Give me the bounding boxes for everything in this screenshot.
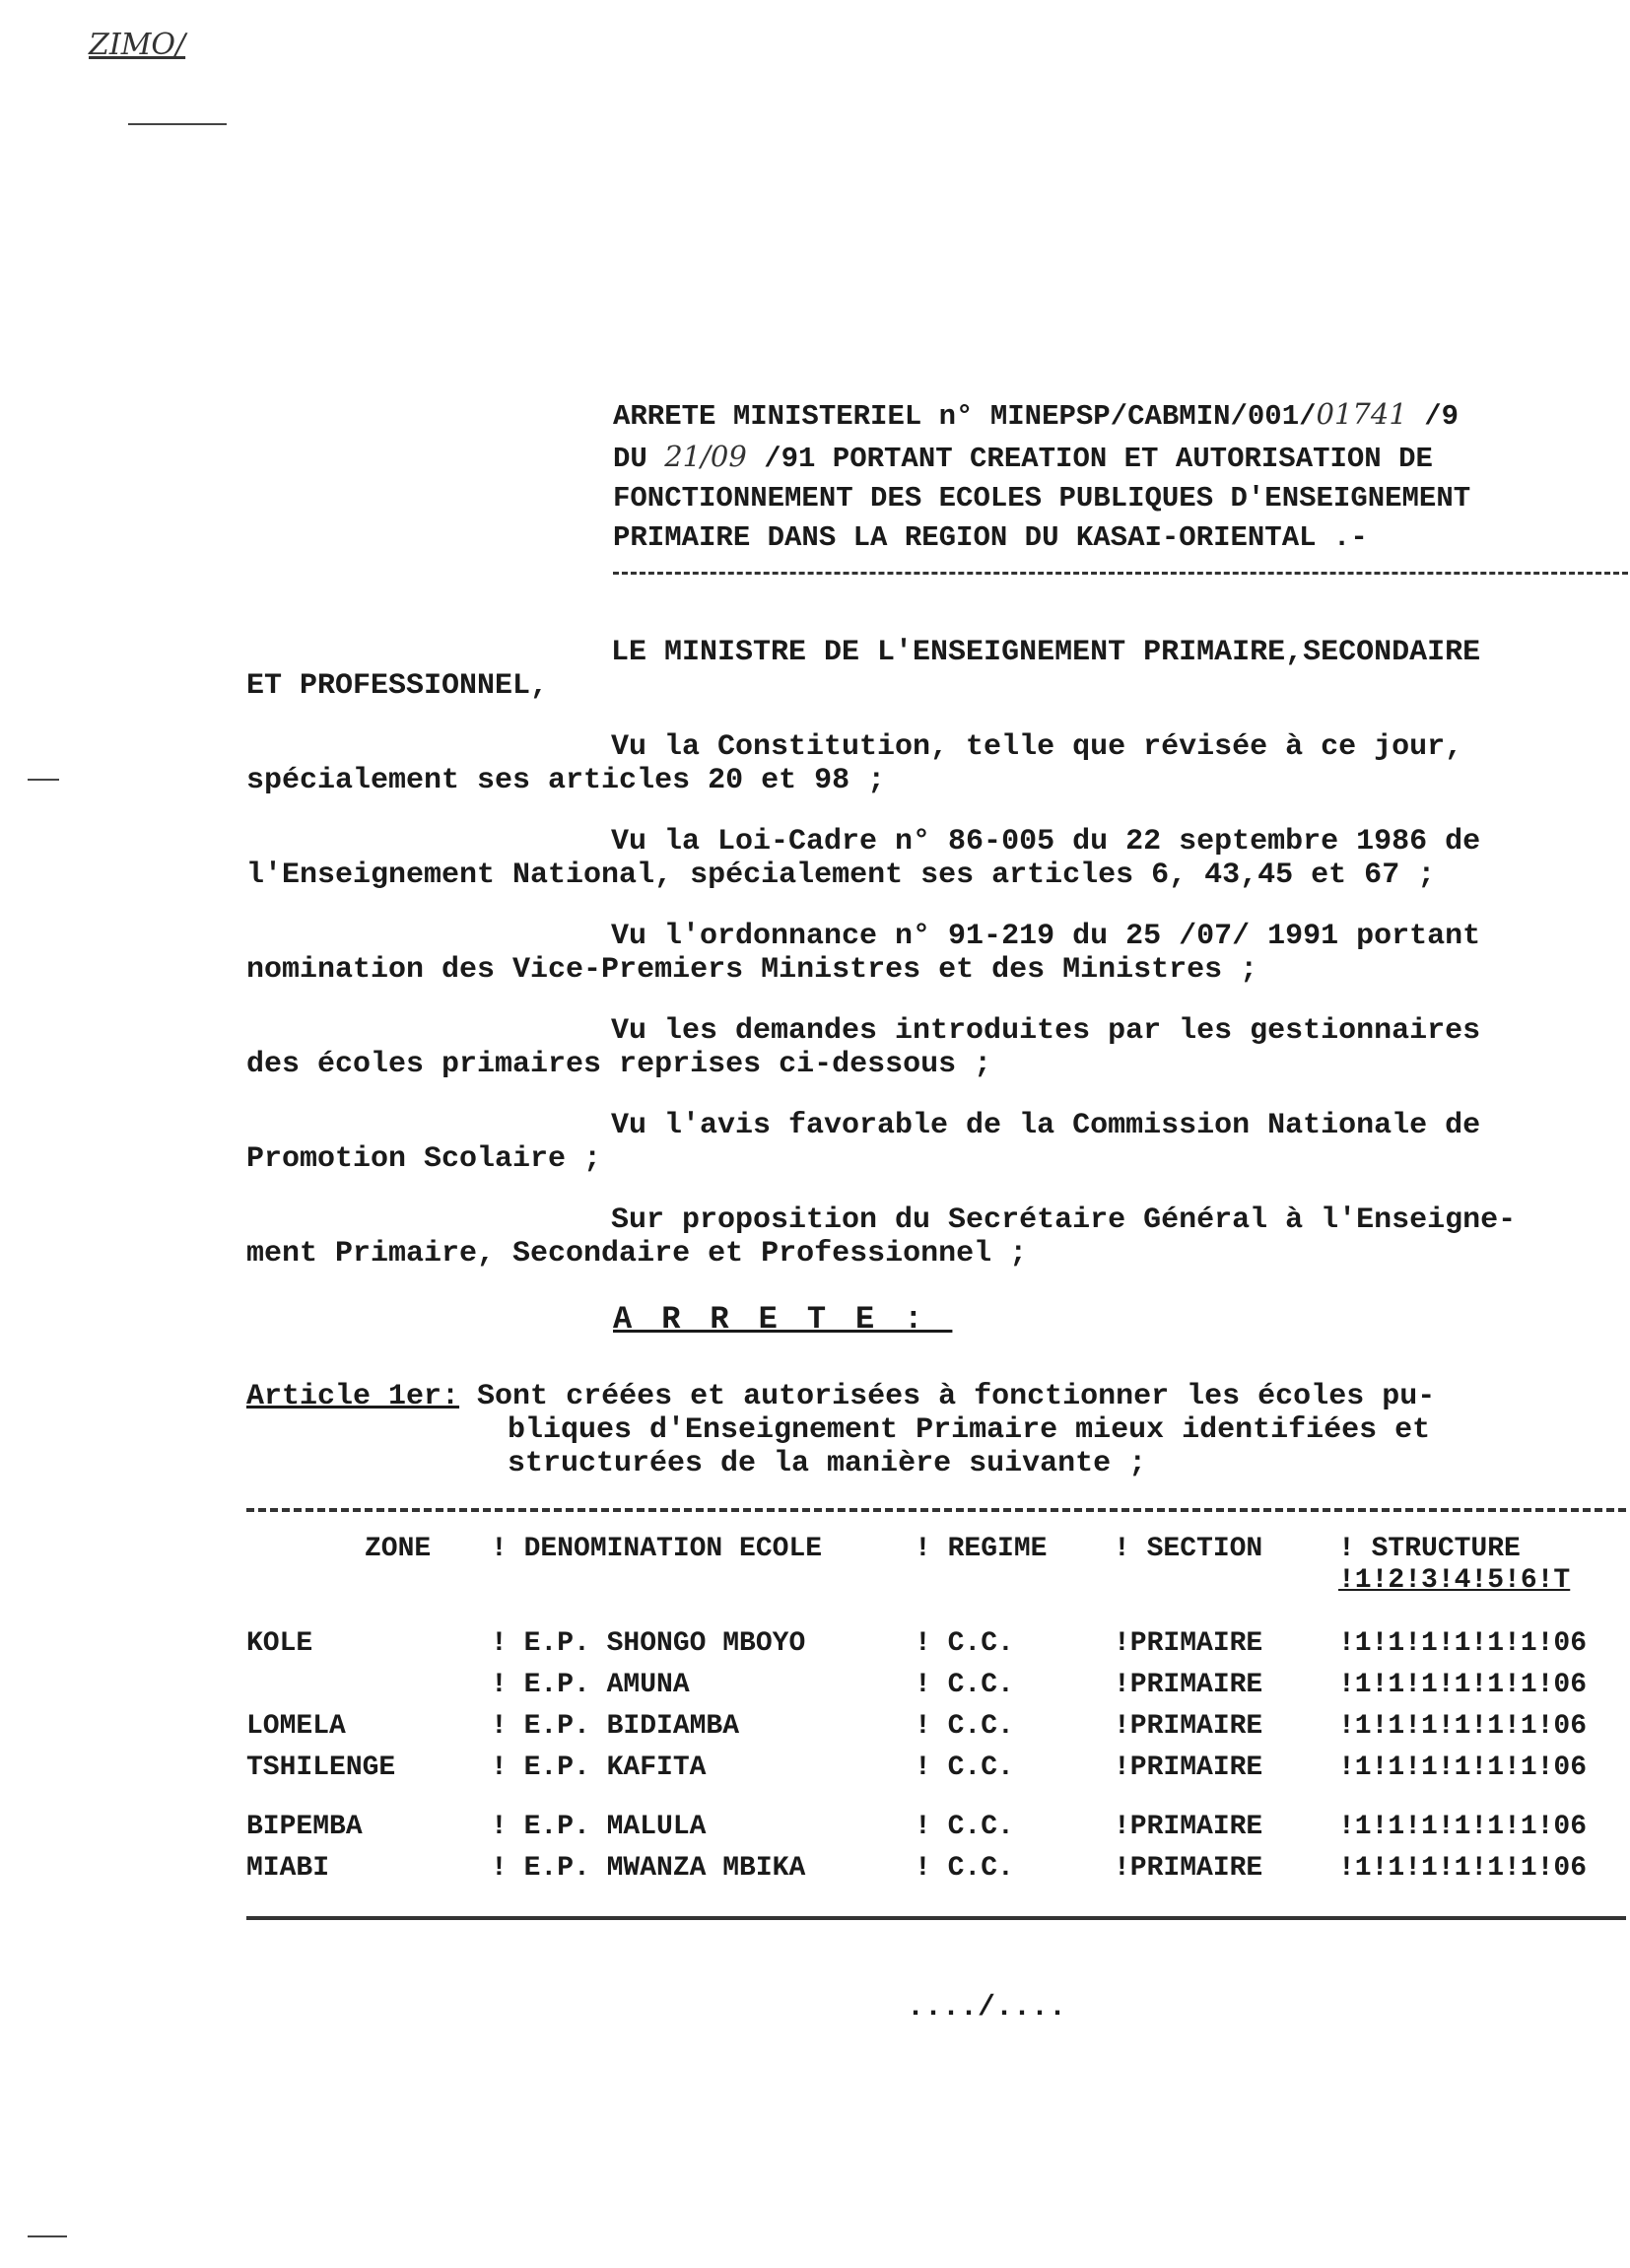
table-row (246, 1753, 1626, 1794)
preamble-loi-cadre: Vu la Loi-Cadre n° 86-005 du 22 septembre 1986 de (611, 825, 1481, 859)
cell-section: !PRIMAIRE (1114, 1711, 1263, 1742)
cell-regime: ! C.C. (915, 1753, 1014, 1783)
scribble-mark (128, 123, 227, 125)
arrete-heading: ARRETE: (613, 1301, 953, 1338)
preamble-ordonnance: Vu l'ordonnance n° 91-219 du 25 /07/ 1991 portant (611, 920, 1481, 953)
preamble-constitution: Vu la Constitution, telle que révisée à ce jour, (611, 730, 1463, 764)
table-row (246, 1853, 1626, 1894)
cell-section: !PRIMAIRE (1114, 1753, 1263, 1783)
cell-structure: !1!1!1!1!1!1!06 (1338, 1628, 1588, 1659)
article-1: Article 1er: Sont créées et autorisées à fonctionner les écoles pu- bliques d'Enseignement Primaire mieux identifiées et structurées de la manière suivante ; (246, 1380, 1436, 1480)
cell-ecole: ! E.P. MWANZA MBIKA (491, 1853, 806, 1884)
title-divider (613, 572, 1628, 575)
table-body (246, 1628, 1626, 1894)
cell-structure: !1!1!1!1!1!1!06 (1338, 1853, 1588, 1884)
schools-table (246, 1508, 1626, 1920)
cell-zone: KOLE (246, 1628, 313, 1659)
table-row (246, 1812, 1626, 1853)
preamble-demandes: Vu les demandes introduites par les gestionnaires (611, 1014, 1481, 1048)
cell-structure: !1!1!1!1!1!1!06 (1338, 1753, 1588, 1783)
header-structure: ! STRUCTURE (1338, 1534, 1521, 1564)
cell-structure: !1!1!1!1!1!1!06 (1338, 1711, 1588, 1742)
cell-zone: MIABI (246, 1853, 330, 1884)
cell-section: !PRIMAIRE (1114, 1670, 1263, 1700)
preamble-minister: LE MINISTRE DE L'ENSEIGNEMENT PRIMAIRE,SECONDAIRE (611, 636, 1481, 669)
cell-zone: BIPEMBA (246, 1812, 363, 1842)
table-row (246, 1670, 1626, 1711)
title-line-4: PRIMAIRE DANS LA REGION DU KASAI-ORIENTAL .- (613, 521, 1368, 554)
header-regime: ! REGIME (915, 1534, 1048, 1564)
cell-zone: TSHILENGE (246, 1753, 396, 1783)
preamble: LE MINISTRE DE L'ENSEIGNEMENT PRIMAIRE,SECONDAIRE ET PROFESSIONNEL, Vu la Constitution, telle que révisée à ce jour, spécialement ses articles 20 et 98 ; Vu la Loi-Cadre n° 86-005 du 22 septembre 1986 de l'Enseignement National, spécialement ses articles 6, 43,45 et 67 ; Vu l'ordonnance n° 91-219 du 25 /07/ 1991 portant nomination des Vice-Premiers Ministres et des Ministres ; Vu les demandes introduites par les gestionnaires des écoles primaires reprises ci-dessous ; Vu l'avis favorable de la Commission Nationale de Promotion Scolaire ; Sur proposition du Secrétaire Général à l'Enseigne- ment Primaire, Secondaire et Professionnel ; (246, 636, 1606, 1271)
cell-regime: ! C.C. (915, 1853, 1014, 1884)
cell-ecole: ! E.P. AMUNA (491, 1670, 690, 1700)
cell-section: !PRIMAIRE (1114, 1628, 1263, 1659)
table-bottom-rule (246, 1916, 1626, 1920)
decree-title (613, 394, 1628, 575)
preamble-avis: Vu l'avis favorable de la Commission Nationale de (611, 1109, 1481, 1142)
cell-ecole: ! E.P. KAFITA (491, 1753, 707, 1783)
cell-section: !PRIMAIRE (1114, 1812, 1263, 1842)
title-line-2: DU 21/09 /91 PORTANT CREATION ET AUTORISATION DE (613, 440, 1433, 475)
margin-mark (28, 779, 59, 781)
cell-section: !PRIMAIRE (1114, 1853, 1263, 1884)
header-denomination: ! DENOMINATION ECOLE (491, 1534, 823, 1564)
corner-handwritten-mark: ZIMO/ (89, 28, 186, 62)
table-row (246, 1711, 1626, 1753)
margin-mark (28, 2235, 67, 2237)
cell-zone: LOMELA (246, 1711, 346, 1742)
article-label: Article 1er: (246, 1380, 460, 1413)
handwritten-date: 21/09 (664, 440, 747, 473)
table-row (246, 1628, 1626, 1670)
title-line-3: FONCTIONNEMENT DES ECOLES PUBLIQUES D'ENSEIGNEMENT (613, 482, 1471, 515)
header-structure-sub: !1!2!3!4!5!6!T (1338, 1565, 1571, 1596)
cell-regime: ! C.C. (915, 1711, 1014, 1742)
cell-structure: !1!1!1!1!1!1!06 (1338, 1670, 1588, 1700)
header-section: ! SECTION (1114, 1534, 1263, 1564)
cell-regime: ! C.C. (915, 1670, 1014, 1700)
cell-ecole: ! E.P. MALULA (491, 1812, 707, 1842)
cell-regime: ! C.C. (915, 1812, 1014, 1842)
header-zone: ZONE (365, 1534, 432, 1564)
title-line-1: ARRETE MINISTERIEL n° MINEPSP/CABMIN/001/01741 /9 (613, 397, 1460, 433)
page-continuation: ..../.... (907, 1991, 1067, 2025)
cell-ecole: ! E.P. SHONGO MBOYO (491, 1628, 806, 1659)
cell-ecole: ! E.P. BIDIAMBA (491, 1711, 740, 1742)
cell-regime: ! C.C. (915, 1628, 1014, 1659)
cell-structure: !1!1!1!1!1!1!06 (1338, 1812, 1588, 1842)
table-header (246, 1512, 1626, 1601)
handwritten-number: 01741 (1316, 397, 1407, 431)
preamble-proposition: Sur proposition du Secrétaire Général à l'Enseigne- (611, 1203, 1517, 1237)
